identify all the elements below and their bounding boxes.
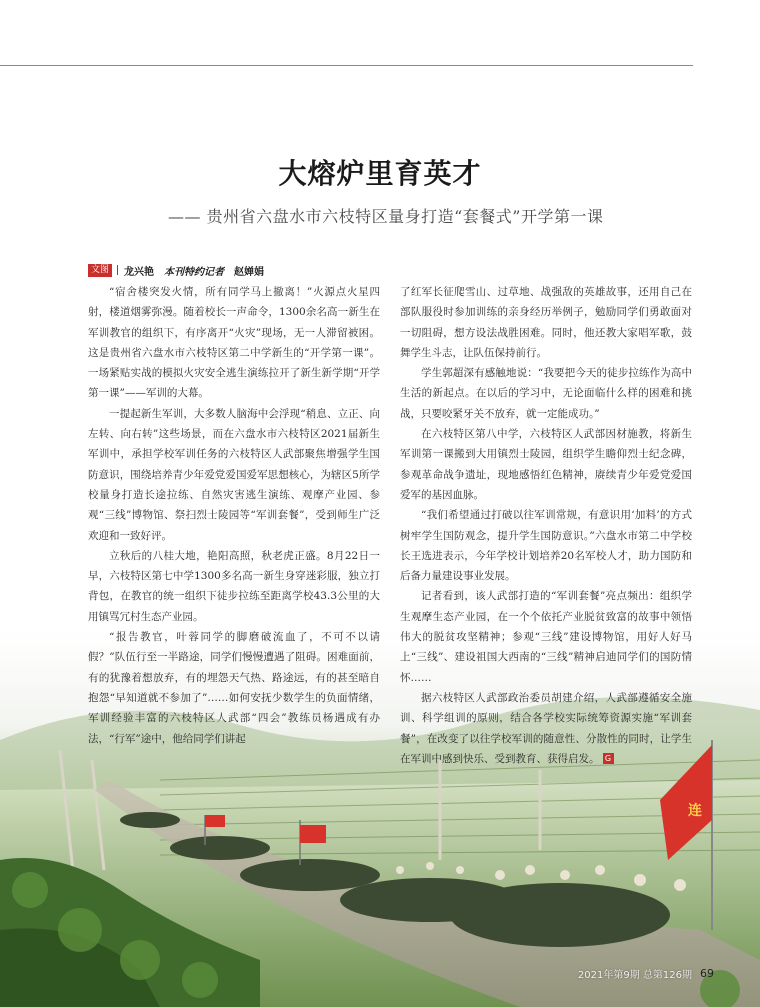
paragraph: “报告教官，叶蓉同学的脚磨破流血了，不可不以请假？”队伍行至一半路途，同学们慢慢遭遇了阻碍。困难面前，有的犹豫着想放弃，有的埋怨天气热、路途远，有的甚至暗自抱怨“早知道就不参加了”……如何安抚少数学生的负面情绪，军训经验丰富的六枝特区人武部“四会”教练员杨遇成有办法，“行军”途中，他给同学们讲起 [88,631,380,745]
page-number: 69 [700,967,714,980]
reporter-name: 赵婵娟 [234,266,265,278]
byline-separator [117,265,118,275]
paragraph: “宿舍楼突发火情，所有同学马上撤离！”火源点火星四射，楼道烟雾弥漫。随着校长一声命令，1300余名高一新生在军训教官的组织下，有序离开“火灾”现场，无一人滞留被困。这是贵州省六盘水市六枝特区第二中学新生的“开学第一课”。一场紧贴实战的模拟火灾安全逃生演练拉开了新生新学期“开学第一课”——军训的大幕。 [88,286,380,400]
top-rule [0,65,693,66]
paragraph: 在六枝特区第八中学，六枝特区人武部因材施教，将新生军训第一课搬到大用镇烈士陵园，组织学生瞻仰烈士纪念碑，参观革命战争遗址，现地感悟红色精神，赓续青少年爱党爱国爱军的基因血脉。 [400,428,692,501]
byline-tag: 文图 [88,264,112,277]
paragraph: 记者看到，该人武部打造的“军训套餐”亮点频出：组织学生观摩生态产业园，在一个个依托产业脱贫致富的故事中领悟伟大的脱贫攻坚精神；参观“三线”建设博物馆，用好人好马上“三线”、建设祖国大西南的“三线”精神启迪同学们的国防情怀…… [400,590,692,684]
issue-info: 2021年第9期 总第126期 [577,970,692,981]
paragraph-text: 据六枝特区人武部政治委员胡建介绍，人武部遵循安全施训、科学组训的原则，结合各学校实际统筹资源实施“军训套餐”，在改变了以往学校军训的随意性、分散性的同时，让学生在军训中感到快乐、受到教育、获得启发。 [400,691,692,765]
flag-text: 连 [688,803,702,819]
end-mark-icon: G [603,753,614,764]
paragraph: “我们希望通过打破以往军训常规，有意识用‘加料’的方式树牢学生国防观念，提升学生国防意识。”六盘水市第二中学校长王选进表示，今年学校计划培养20名军校人才，助力国防和后备力量建设事业发展。 [400,509,692,583]
paragraph: 立秋后的八桂大地，艳阳高照，秋老虎正盛。8月22日一早，六枝特区第七中学1300多名高一新生身穿迷彩服，独立打背包，在教官的统一组织下徒步拉练至距离学校43.3公里的大用镇骂冗村生态产业园。 [88,549,380,623]
article-title: 大熔炉里育英才 [278,157,482,190]
paragraph: 了红军长征爬雪山、过草地、战强敌的英雄故事，还用自己在部队服役时参加训练的亲身经历举例子，勉励同学们勇敢面对一切阻碍，想方设法战胜困难。同时，他还教大家唱军歌，鼓舞学生斗志，让队伍保持前行。 [400,286,692,359]
byline [88,263,264,277]
column-left [88,282,380,749]
article-subtitle: —— 贵州省六盘水市六枝特区量身打造“套餐式”开学第一课 [168,207,604,226]
author-name: 龙兴艳 [124,266,155,278]
paragraph: 学生郭超深有感触地说：“我要把今天的徒步拉练作为高中生活的新起点。在以后的学习中，无论面临什么样的困难和挑战，只要咬紧牙关不放弃，就一定能成功。” [400,367,692,420]
paragraph: 一提起新生军训，大多数人脑海中会浮现“稍息、立正、向左转、向右转”这些场景，而在六盘水市六枝特区2021届新生军训中，承担学校军训任务的六枝特区人武部聚焦增强学生国防意识，围绕培养青少年爱党爱国爱军思想核心，为辖区5所学校量身打造长途拉练、自然灾害逃生演练、观摩产业园、参观“三线”博物馆、祭扫烈士陵园等“军训套餐”，受到师生广泛欢迎和一致好评。 [88,407,380,542]
folio [578,966,714,981]
paragraph-last [400,688,692,769]
reporter-role: 本刊特约记者 [164,266,225,278]
column-right [400,282,692,769]
